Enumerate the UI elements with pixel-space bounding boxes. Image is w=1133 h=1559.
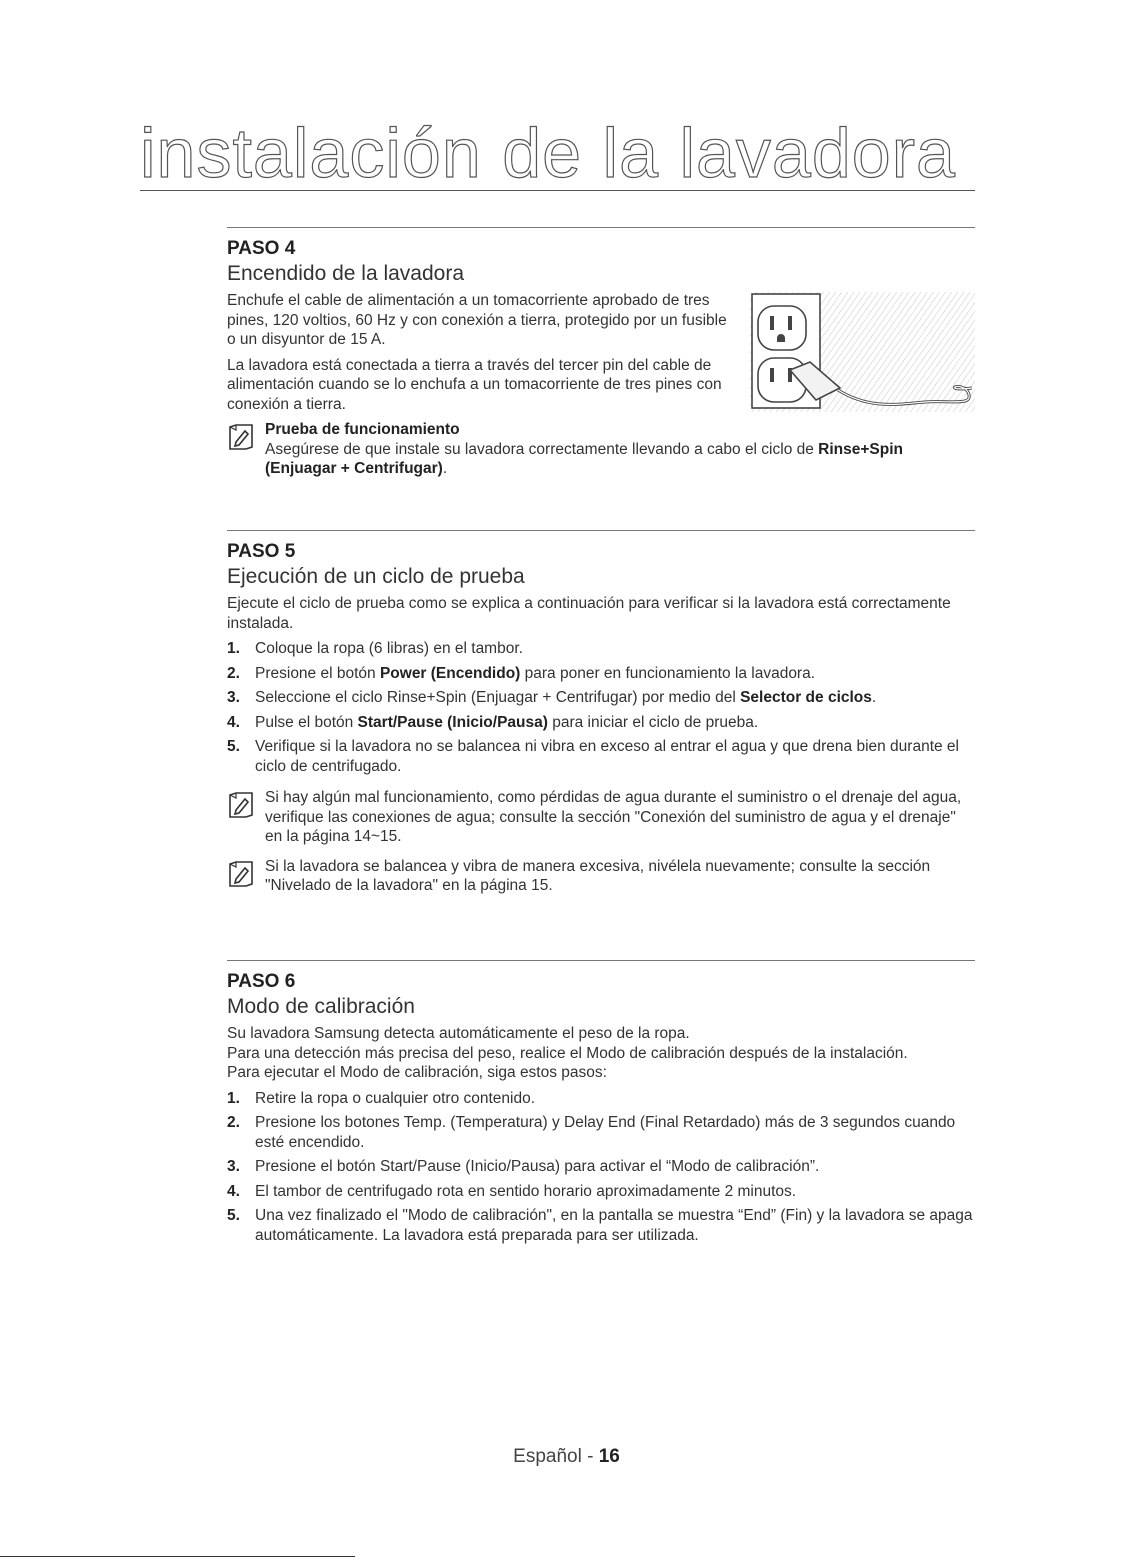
- list-item: 4. El tambor de centrifugado rota en sentido horario aproximadamente 2 minutos.: [227, 1182, 797, 1200]
- page-title: instalación de la lavadora: [140, 118, 975, 191]
- list-item: 5. Verifique si la lavadora no se balancea ni vibra en exceso al entrar el agua y que drena bien durante el ciclo de centrifugado.: [227, 738, 959, 775]
- bottom-divider: [0, 1556, 355, 1557]
- note-title: Prueba de funcionamiento: [265, 421, 460, 438]
- power-outlet-with-plug-illustration: [750, 292, 975, 412]
- note-text: Si hay algún mal funcionamiento, como pérdidas de agua durante el suministro o el drenaje del agua, verifique las conexiones de agua; consulte la sección "Conexión del suministro de agua y el drenaje" en la página 14~15.: [265, 789, 962, 845]
- step-label: PASO 5: [227, 541, 296, 562]
- step-paragraph: Su lavadora Samsung detecta automáticamente el peso de la ropa.: [227, 1025, 690, 1042]
- step-5-section: [227, 530, 975, 906]
- calibration-steps-list: [227, 1089, 975, 1246]
- list-item: 1. Coloque la ropa (6 libras) en el tambor.: [227, 640, 523, 657]
- step-subtitle: Encendido de la lavadora: [227, 262, 465, 285]
- step-label: PASO 4: [227, 238, 296, 259]
- note-text: Asegúrese de que instale su lavadora correctamente llevando a cabo el ciclo de Rinse+Spin (Enjuagar + Centrifugar).: [265, 440, 904, 477]
- page-footer: [0, 1446, 1133, 1468]
- note-pencil-icon: [227, 790, 255, 818]
- step-paragraph: Para ejecutar el Modo de calibración, siga estos pasos:: [227, 1064, 607, 1081]
- list-item: 3. Seleccione el ciclo Rinse+Spin (Enjuagar + Centrifugar) por medio del Selector de ciclos.: [227, 689, 877, 706]
- list-item: 4. Pulse el botón Start/Pause (Inicio/Pausa) para iniciar el ciclo de prueba.: [227, 713, 759, 731]
- footer-language: Español -: [513, 1446, 599, 1467]
- note: [227, 788, 975, 847]
- note-pencil-icon: [227, 422, 255, 450]
- step-paragraph: La lavadora está conectada a tierra a través del tercer pin del cable de alimentación cuando se lo enchufa a un tomacorriente de tres pines con conexión a tierra.: [227, 356, 722, 413]
- step-paragraph: Enchufe el cable de alimentación a un tomacorriente aprobado de tres pines, 120 voltios, 60 Hz y con conexión a tierra, protegido por un fusible o un disyuntor de 15 A.: [227, 292, 727, 348]
- list-item: 5. Una vez finalizado el "Modo de calibración", en la pantalla se muestra “End” (Fin) y la lavadora se apaga automáticamente. La lavadora está preparada para ser utilizada.: [227, 1207, 973, 1244]
- test-cycle-steps-list: [227, 639, 975, 776]
- step-6-section: [227, 960, 975, 1250]
- step-subtitle: Modo de calibración: [227, 995, 415, 1018]
- list-item: 1. Retire la ropa o cualquier otro contenido.: [227, 1089, 536, 1107]
- step-label: PASO 6: [227, 971, 296, 992]
- step-paragraph: Para una detección más precisa del peso, realice el Modo de calibración después de la instalación.: [227, 1044, 908, 1062]
- step-paragraph: Ejecute el ciclo de prueba como se explica a continuación para verificar si la lavadora está correctamente instalada.: [227, 595, 951, 632]
- section-divider: [227, 227, 975, 228]
- page-number: 16: [598, 1446, 620, 1467]
- note: [227, 857, 975, 896]
- list-item: 2. Presione el botón Power (Encendido) para poner en funcionamiento la lavadora.: [227, 664, 816, 682]
- note-pencil-icon: [227, 859, 255, 887]
- note: [227, 420, 975, 479]
- section-divider: [227, 960, 975, 961]
- step-subtitle: Ejecución de un ciclo de prueba: [227, 565, 525, 588]
- list-item: 2. Presione los botones Temp. (Temperatura) y Delay End (Final Retardado) más de 3 segundos cuando esté encendido.: [227, 1114, 956, 1151]
- list-item: 3. Presione el botón Start/Pause (Inicio/Pausa) para activar el “Modo de calibración”.: [227, 1158, 820, 1175]
- section-divider: [227, 530, 975, 531]
- note-text: Si la lavadora se balancea y vibra de manera excesiva, nivélela nuevamente; consulte la sección "Nivelado de la lavadora" en la página 15.: [265, 857, 931, 894]
